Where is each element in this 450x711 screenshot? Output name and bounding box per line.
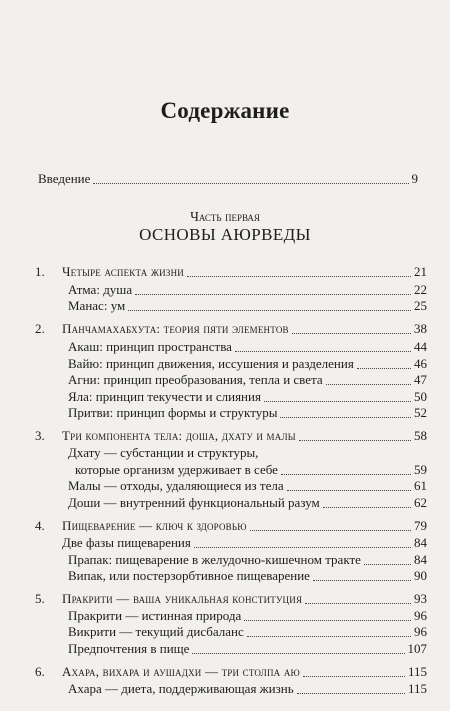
- subsection-entry: [68, 552, 427, 568]
- subsection-title: Атма: душа: [68, 282, 133, 297]
- subsection-title: Две фазы пищеварения: [62, 535, 191, 550]
- part-title: ОСНОВЫ АЮРВЕДЫ: [139, 225, 311, 244]
- toc-page-number: 79: [414, 518, 427, 533]
- subsection-entry: [68, 608, 427, 624]
- subsection-title: Манас: ум: [68, 298, 126, 313]
- subsection-entry: [68, 372, 427, 388]
- leader-dots: [280, 417, 411, 418]
- leader-dots: [192, 653, 404, 654]
- subsection-title: Вайю: принцип движения, иссушения и разделения: [68, 356, 354, 371]
- toc-page-number: 38: [414, 321, 427, 336]
- leader-dots: [235, 351, 411, 352]
- toc-page-number: 115: [407, 681, 427, 696]
- leader-dots: [135, 294, 411, 295]
- subsection-title: которые организм удерживает в себе: [75, 462, 278, 477]
- subsection-entry: [68, 298, 427, 314]
- chapter-number: 2.: [35, 321, 45, 336]
- chapter-entry: [62, 591, 427, 607]
- chapter-entry: [62, 264, 427, 280]
- toc-page-number: 84: [414, 552, 427, 567]
- subsection-entry: [68, 681, 427, 697]
- toc-page-number: 59: [414, 462, 427, 477]
- subsection-title: Малы — отходы, удаляющиеся из тела: [68, 478, 284, 493]
- leader-dots: [281, 474, 411, 475]
- toc-page-number: 52: [414, 405, 427, 420]
- toc-page-number: 44: [414, 339, 427, 354]
- leader-dots: [250, 530, 411, 531]
- toc-page-number: 62: [414, 495, 427, 510]
- subsection-title: Агни: принцип преобразования, тепла и света: [68, 372, 323, 387]
- subsection-entry: [68, 282, 427, 298]
- chapter-number: 3.: [35, 428, 45, 443]
- subsection-entry: [62, 535, 427, 551]
- leader-dots: [292, 333, 411, 334]
- subsection-entry: [68, 356, 427, 372]
- chapter-title: Четыре аспекта жизни: [62, 264, 184, 279]
- leader-dots: [303, 676, 405, 677]
- toc-intro-entry: [38, 171, 418, 187]
- page-title: Содержание: [160, 98, 290, 123]
- subsection-entry: [68, 641, 427, 657]
- toc-page-number: 58: [414, 428, 427, 443]
- chapter-title: Ахара, вихара и аушадхи — три столпа аю: [62, 664, 300, 679]
- toc-page-number: 107: [407, 641, 427, 656]
- subsection-title: Ахара — диета, поддерживающая жизнь: [68, 681, 294, 696]
- leader-dots: [93, 183, 408, 184]
- subsection-title: Притви: принцип формы и структуры: [68, 405, 278, 420]
- subsection-entry: [68, 478, 427, 494]
- leader-dots: [323, 507, 411, 508]
- chapter-entry: [62, 664, 427, 680]
- leader-dots: [305, 603, 411, 604]
- toc-page-number: 96: [414, 608, 427, 623]
- subsection-entry: [68, 405, 427, 421]
- chapter-entry: [62, 428, 427, 444]
- leader-dots: [247, 636, 411, 637]
- part-label: Часть первая: [190, 209, 260, 224]
- leader-dots: [313, 580, 411, 581]
- chapter-number: 6.: [35, 664, 45, 679]
- leader-dots: [264, 401, 411, 402]
- toc-entry-text: Введение: [38, 171, 91, 186]
- leader-dots: [287, 490, 411, 491]
- subsection-title: Яла: принцип текучести и слияния: [68, 389, 261, 404]
- leader-dots: [297, 693, 405, 694]
- chapter-title: Три компонента тела: доша, дхату и малы: [62, 428, 296, 443]
- leader-dots: [299, 440, 411, 441]
- toc-page-number: 61: [414, 478, 427, 493]
- chapter-number: 4.: [35, 518, 45, 533]
- subsection-title: Прапак: пищеварение в желудочно-кишечном тракте: [68, 552, 361, 567]
- subsection-entry: [68, 339, 427, 355]
- subsection-entry: [68, 624, 427, 640]
- subsection-entry: [68, 568, 427, 584]
- leader-dots: [187, 276, 411, 277]
- toc-page-number: 96: [414, 624, 427, 639]
- subsection-title-line1: Дхату — субстанции и структуры,: [68, 445, 259, 460]
- leader-dots: [128, 310, 411, 311]
- subsection-entry: [68, 389, 427, 405]
- chapter-title: Пракрити — ваша уникальная конституция: [62, 591, 303, 606]
- leader-dots: [194, 547, 411, 548]
- subsection-title: Пракрити — истинная природа: [68, 608, 242, 623]
- chapter-number: 5.: [35, 591, 45, 606]
- leader-dots: [244, 620, 411, 621]
- subsection-title: Випак, или постерзорбтивное пищеварение: [68, 568, 310, 583]
- subsection-title: Акаш: принцип пространства: [68, 339, 232, 354]
- chapter-entry: [62, 518, 427, 534]
- toc-page-number: 90: [414, 568, 427, 583]
- subsection-entry: [75, 462, 427, 478]
- toc-page-number: 9: [411, 171, 418, 186]
- subsection-entry: [68, 495, 427, 511]
- subsection-title: Викрити — текущий дисбаланс: [68, 624, 244, 639]
- toc-page-number: 21: [414, 264, 427, 279]
- leader-dots: [364, 564, 411, 565]
- chapter-number: 1.: [35, 264, 45, 279]
- toc-page-number: 50: [414, 389, 427, 404]
- chapter-entry: [62, 321, 427, 337]
- toc-page-number: 22: [414, 282, 427, 297]
- chapter-title: Панчамахабхута: теория пяти элементов: [62, 321, 289, 336]
- subsection-title: Предпочтения в пище: [68, 641, 190, 656]
- toc-page-number: 84: [414, 535, 427, 550]
- toc-page-number: 93: [414, 591, 427, 606]
- toc-page-number: 25: [414, 298, 427, 313]
- leader-dots: [357, 368, 411, 369]
- subsection-title: Доши — внутренний функциональный разум: [68, 495, 320, 510]
- toc-page-number: 47: [414, 372, 427, 387]
- toc-page-number: 115: [407, 664, 427, 679]
- leader-dots: [326, 384, 411, 385]
- toc-page-number: 46: [414, 356, 427, 371]
- chapter-title: Пищеварение — ключ к здоровью: [62, 518, 247, 533]
